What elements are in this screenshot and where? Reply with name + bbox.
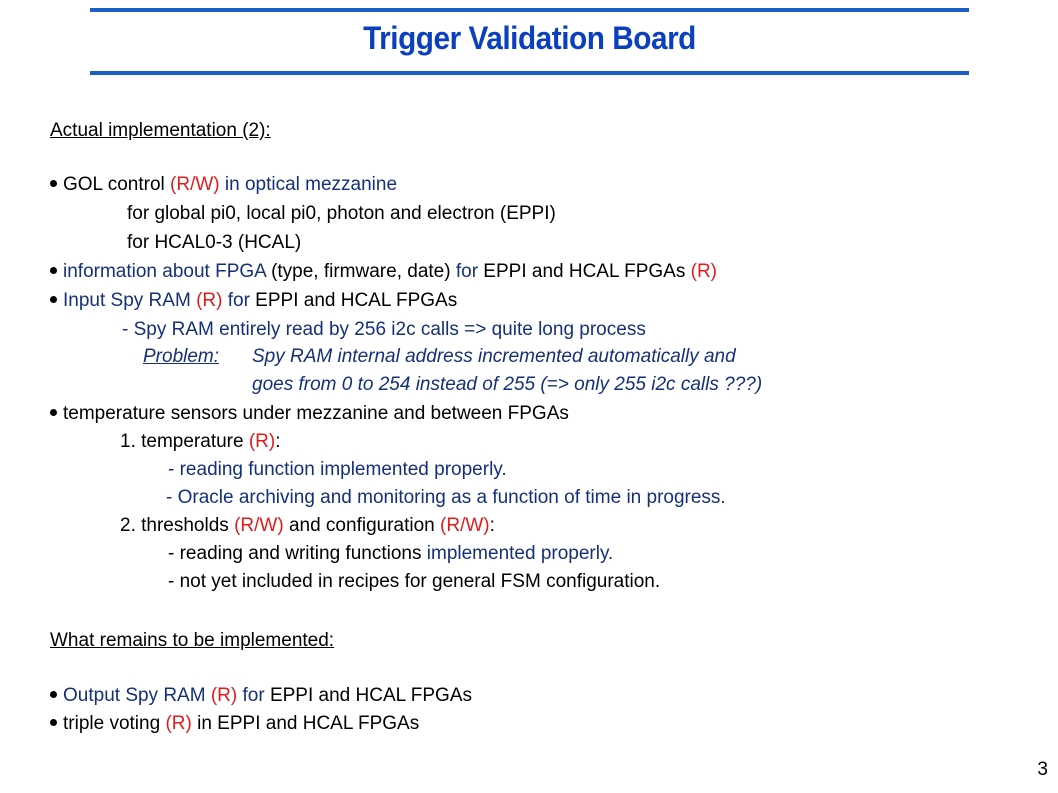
section-heading-remaining: What remains to be implemented: (50, 630, 335, 651)
thresholds-reading-note: - reading and writing functions implemented properly. (168, 543, 614, 564)
title-rule-top (90, 8, 969, 12)
bullet-input-spy-ram: Input Spy RAM (R) for EPPI and HCAL FPGAs (50, 289, 457, 313)
problem-text-1: Spy RAM internal address incremented automatically and (252, 346, 736, 367)
bullet-dot-icon (50, 691, 57, 698)
problem-text-2: goes from 0 to 254 instead of 255 (=> only 255 i2c calls ???) (252, 374, 763, 395)
gol-sub-hcal: for HCAL0-3 (HCAL) (127, 232, 302, 253)
bullet-dot-icon (50, 296, 57, 303)
bullet-fpga-information: information about FPGA (type, firmware, date) for EPPI and HCAL FPGAs (R) (50, 260, 717, 284)
bullet-dot-icon (50, 409, 57, 416)
page-number: 3 (1037, 759, 1048, 780)
thresholds-item: 2. thresholds (R/W) and configuration (R/W): (120, 515, 495, 536)
slide-title: Trigger Validation Board (363, 20, 696, 56)
spy-ram-read-note: - Spy RAM entirely read by 256 i2c calls => quite long process (122, 319, 646, 340)
problem-label: Problem: (143, 346, 220, 367)
gol-sub-eppi: for global pi0, local pi0, photon and electron (EPPI) (127, 203, 556, 224)
bullet-gol-control: GOL control (R/W) in optical mezzanine (50, 173, 397, 197)
temperature-archiving-note: - Oracle archiving and monitoring as a function of time in progress. (166, 487, 726, 508)
bullet-dot-icon (50, 180, 57, 187)
temperature-item: 1. temperature (R): (120, 431, 281, 452)
bullet-dot-icon (50, 267, 57, 274)
thresholds-fsm-note: - not yet included in recipes for general FSM configuration. (168, 571, 661, 592)
bullet-temperature-sensors: temperature sensors under mezzanine and between FPGAs (50, 402, 569, 426)
bullet-dot-icon (50, 719, 57, 726)
title-rule-bottom (90, 71, 969, 75)
bullet-output-spy-ram: Output Spy RAM (R) for EPPI and HCAL FPGAs (50, 684, 472, 708)
temperature-reading-note: - reading function implemented properly. (168, 459, 507, 480)
bullet-triple-voting: triple voting (R) in EPPI and HCAL FPGAs (50, 712, 419, 736)
section-heading-actual: Actual implementation (2): (50, 120, 271, 141)
